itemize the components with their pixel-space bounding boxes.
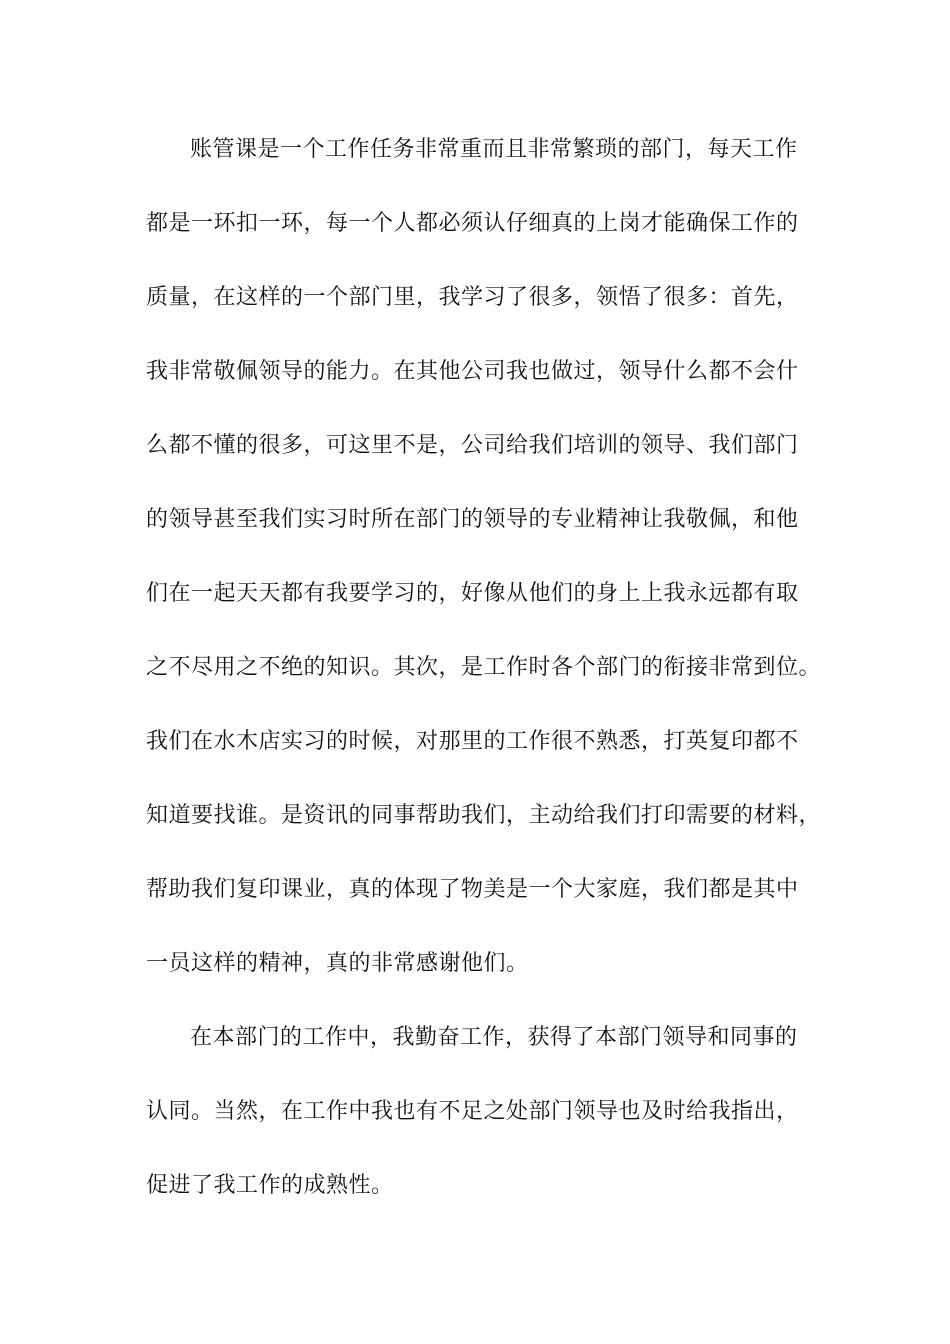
paragraph-2-line-3: 促进了我工作的成熟性。 [146, 1173, 394, 1198]
paragraph-1-line-4: 我非常敬佩领导的能力。在其他公司我也做过，领导什么都不会什 [146, 359, 799, 384]
paragraph-1-line-5: 么都不懂的很多，可这里不是，公司给我们培训的领导、我们部门 [146, 433, 799, 458]
paragraph-1-line-2: 都是一环扣一环，每一个人都必须认仔细真的上岗才能确保工作的 [146, 211, 799, 236]
paragraph-2-line-2: 认同。当然，在工作中我也有不足之处部门领导也及时给我指出， [146, 1099, 799, 1124]
paragraph-1-line-7: 们在一起天天都有我要学习的，好像从他们的身上上我永远都有取 [146, 581, 799, 606]
paragraph-1-line-9: 我们在水木店实习的时候，对那里的工作很不熟悉，打英复印都不 [146, 729, 799, 754]
paragraph-1-line-1: 账管课是一个工作任务非常重而且非常繁琐的部门，每天工作 [190, 137, 798, 162]
paragraph-1-line-10: 知道要找谁。是资讯的同事帮助我们，主动给我们打印需要的材料， [146, 803, 822, 828]
paragraph-2-line-1: 在本部门的工作中，我勤奋工作，获得了本部门领导和同事的 [190, 1025, 798, 1050]
paragraph-1-line-11: 帮助我们复印课业，真的体现了物美是一个大家庭，我们都是其中 [146, 877, 799, 902]
paragraph-1-line-12: 一员这样的精神，真的非常感谢他们。 [146, 951, 529, 976]
paragraph-1-line-6: 的领导甚至我们实习时所在部门的领导的专业精神让我敬佩，和他 [146, 507, 799, 532]
paragraph-1-line-3: 质量，在这样的一个部门里，我学习了很多，领悟了很多：首先， [146, 285, 799, 310]
paragraph-1-line-8: 之不尽用之不绝的知识。其次，是工作时各个部门的衔接非常到位。 [146, 655, 822, 680]
